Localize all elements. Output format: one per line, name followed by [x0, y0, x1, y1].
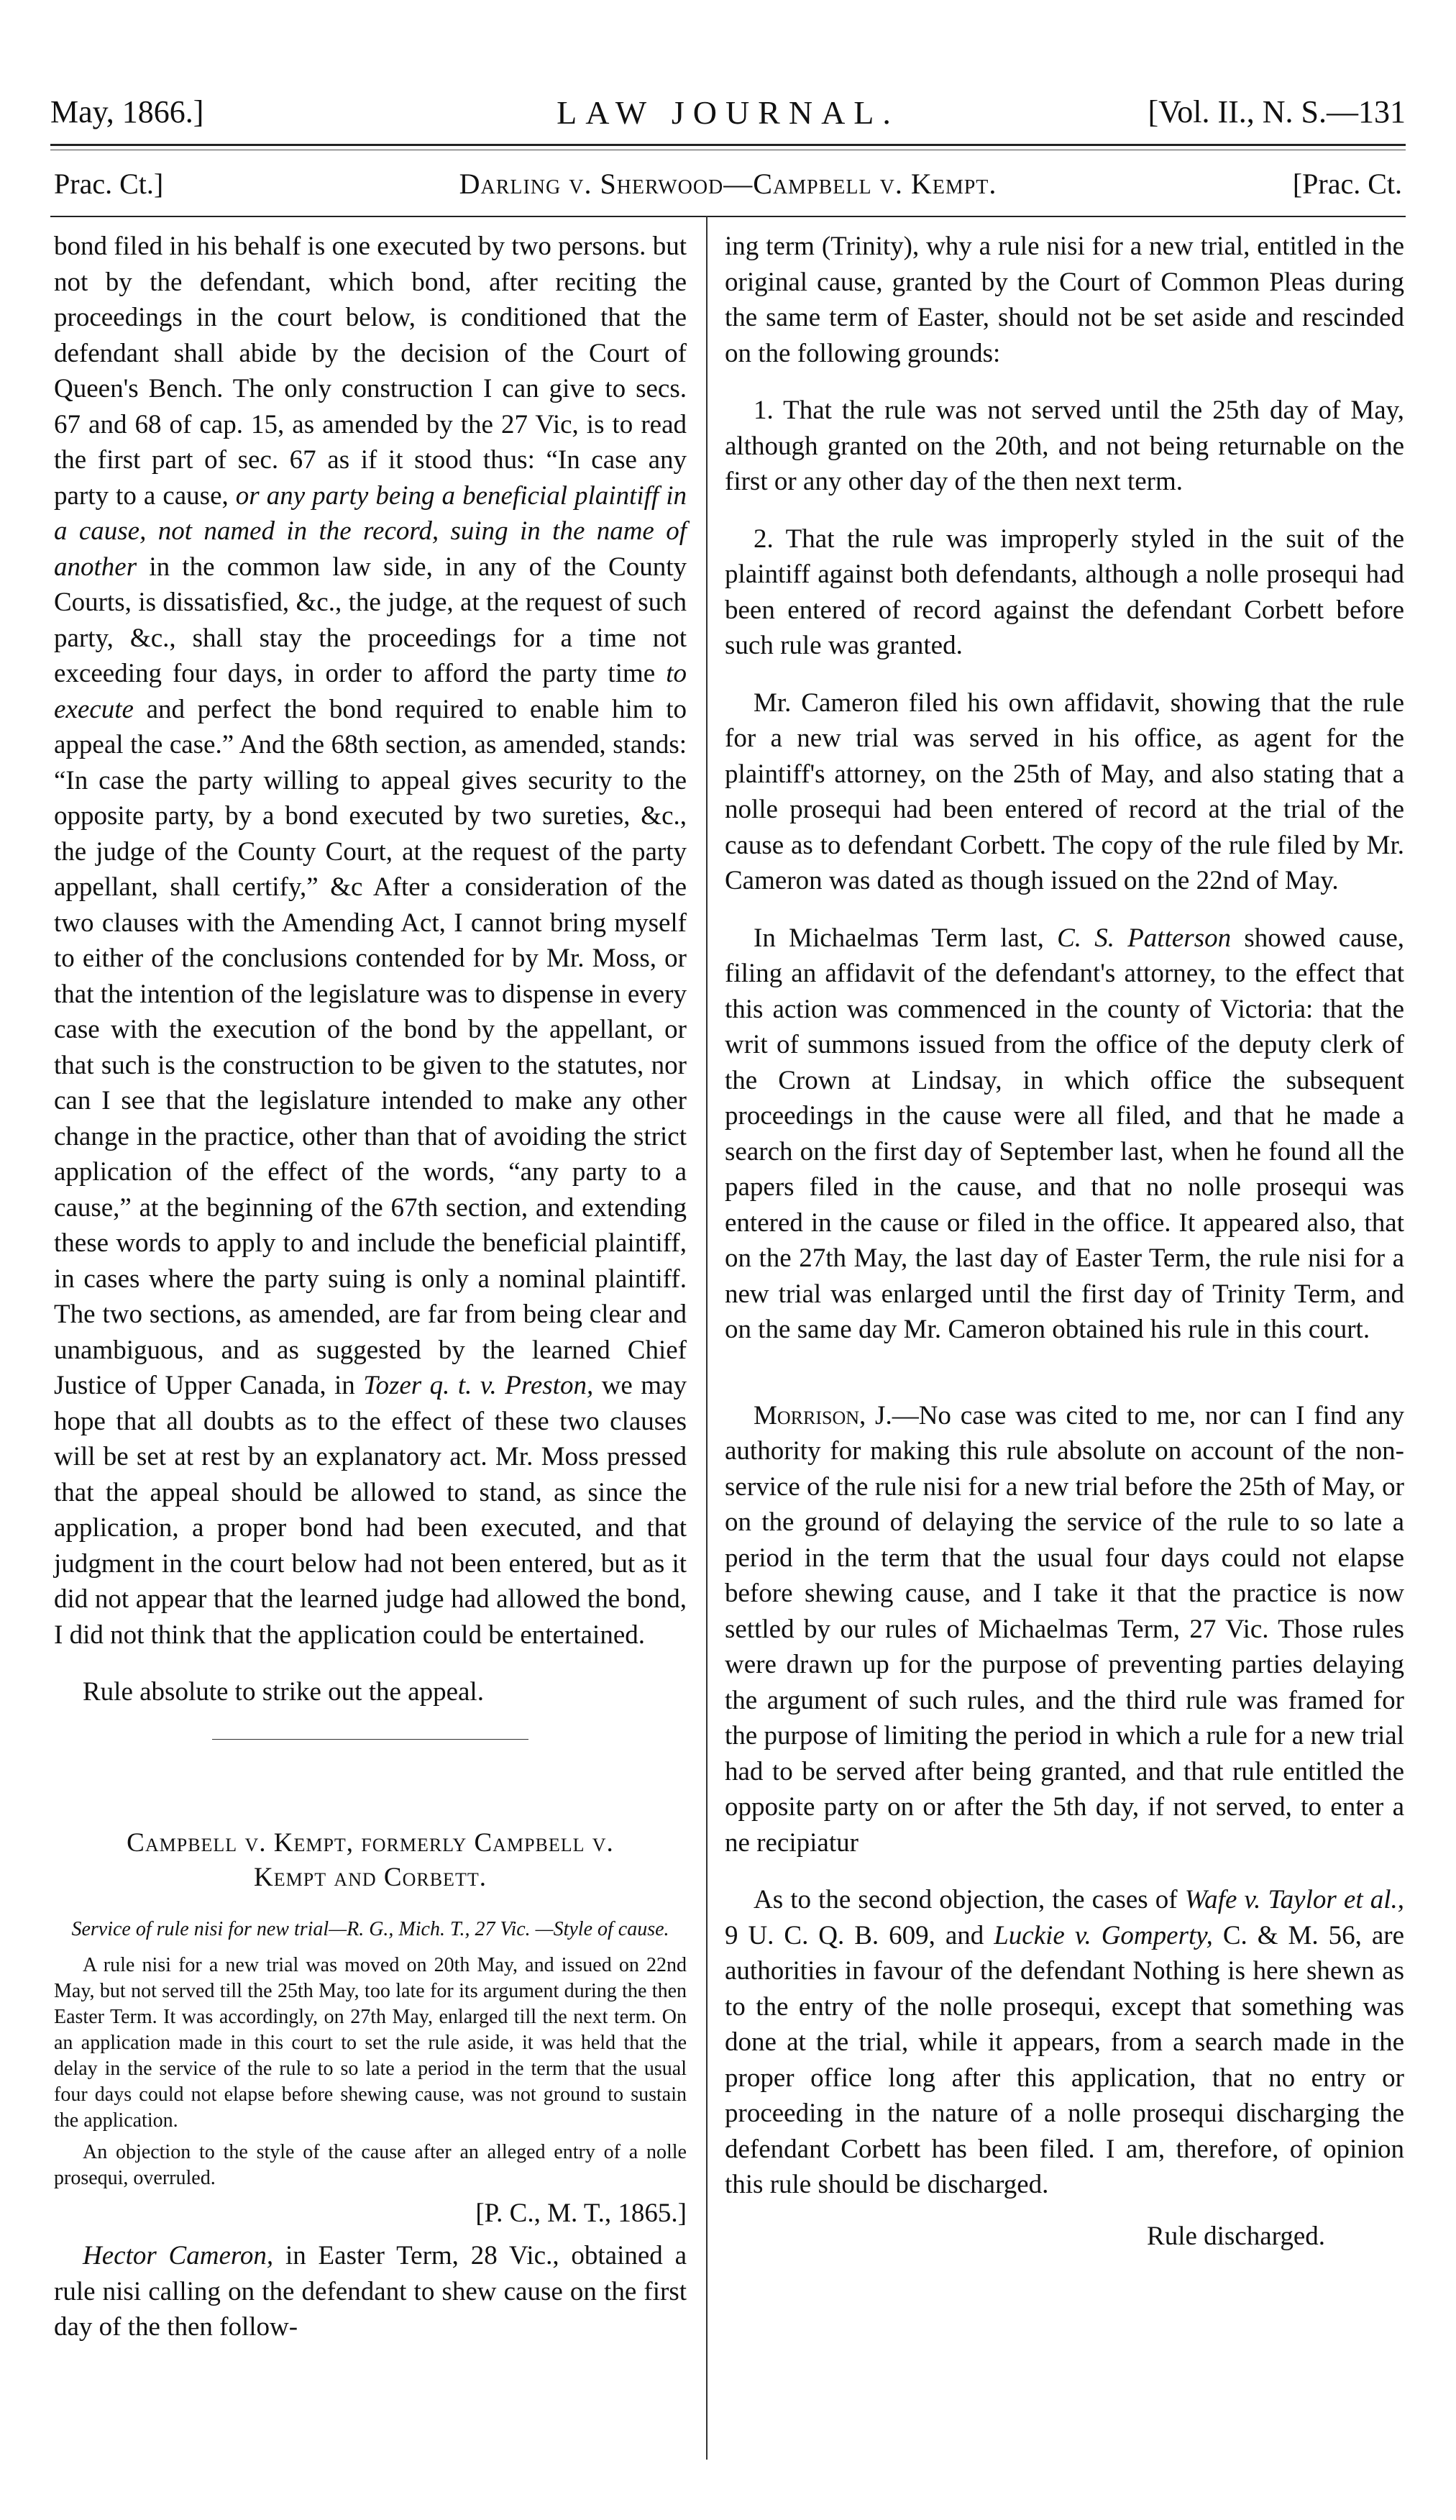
judgment: Morrison, J.—No case was cited to me, nor can I find any authority for making this rule absolute on account of the non-service of the rule nisi for a new trial before the 25th of May, or on the ground of delaying the service of the rule to so late a period in the term that the usual four days could not elapse before shewing cause, and I take it that the practice is now settled by our rules of Michaelmas Term, 27 Vic. Those rules were drawn up for the purpose of preventing parties delaying the argument of such rules, and the third rule was framed for the purpose of limiting the period in which a rule for a new trial had to be served after being granted, and that rule entitled the opposite party on or after the 5th day, if not served, to enter a ne recipiatur	[725, 1400, 1404, 1858]
running-head-volume: [Vol. II., N. S.—131	[1148, 94, 1406, 129]
headnote: Service of rule nisi for new trial—R. G., Mich. T., 27 Vic. —Style of cause.	[71, 1917, 669, 1940]
paragraph: Hector Cameron, in Easter Term, 28 Vic., obtained a rule nisi calling on the defendant to shew cause on the first day of the then follow-	[54, 2241, 687, 2342]
paragraph: bond filed in his behalf is one executed by two persons. but not by the defendant, which bond, after reciting the proceedings in the court below, is conditioned that the defendant shall abide by the decision of the Court of Queen's Bench. The only construction I can give to secs. 67 and 68 of cap. 15, as amended by the 27 Vic, is to read the first part of sec. 67 as if it stood thus: “In case any party to a cause, or any party being a beneficial plaintiff in a cause, not named in the record, suing in the name of another in the common law side, in any of the County Courts, is dissatisfied, &c., the judge, at the request of such party, &c., shall stay the proceedings for a time not exceeding four days, in order to afford the party time to execute and perfect the bond required to enable him to appeal the case.” And the 68th section, as amended, stands: “In case the party willing to appeal gives security to the opposite party, by a bond executed by two sureties, &c., the judge of the County Court, at the request of the party appellant, shall certify,” &c After a consideration of the two clauses with the Amending Act, I cannot bring myself to either of the conclusions contended for by Mr. Moss, or that the intention of the legislature was to dispense in every case with the execution of the bond by the appellant, or that such is the construction to be given to the statutes, nor can I see that the legislature intended to make any other change in the practice, other than that of avoiding the strict application of the effect of the words, “any party to a cause,” at the beginning of the 67th section, and extending these words to apply to and include the beneficial plaintiff, in cases where the party suing is only a nominal plaintiff. The two sections, as amended, are far from being clear and unambiguous, and as suggested by the learned Chief Justice of Upper Canada, in Tozer q. t. v. Preston, we may hope that all doubts as to the effect of these two clauses will be set at rest by an explanatory act. Mr. Moss pressed that the appeal should be allowed to stand, as since the application, a proper bond had been executed, and that judgment in the court below had not been entered, but as it did not appear that the learned judge had allowed the bond, I did not think that the application could be entertained.	[54, 232, 687, 1650]
section-divider	[212, 1739, 528, 1740]
column-divider	[706, 216, 708, 2460]
right-column	[725, 229, 1404, 2254]
case-title: Campbell v. Kempt, formerly Campbell v. Kempt and Corbett.	[127, 1827, 614, 1892]
paragraph: In Michaelmas Term last, C. S. Patterson showed cause, filing an affidavit of the defendant's attorney, to the effect that this action was commenced in the county of Victoria: that the writ of summons issued from the office of the deputy clerk of the Crown at Lindsay, in which office the subsequent proceedings in the cause were all filed, and that he made a search on the first day of September last, when he found all the papers filed in the cause, and that no nolle prosequi was entered in the cause or filed in the office. It appeared also, that on the 27th May, the last day of Easter Term, the rule nisi for a new trial was enlarged until the first day of Trinity Term, and on the same day Mr. Cameron obtained his rule in this court.	[725, 923, 1405, 1344]
ruling-right: Rule discharged.	[1147, 2221, 1325, 2251]
case-head-title: Darling v. Sherwood—Campbell v. Kempt.	[459, 168, 997, 200]
ground-2: 2. That the rule was improperly styled in the suit of the plaintiff against both defendants, although a nolle prosequi had been entered of record against the defendant Corbett before such rule was granted.	[725, 524, 1404, 660]
running-head-title: LAW JOURNAL.	[557, 94, 899, 131]
ground-1: 1. That the rule was not served until the 25th day of May, although granted on the 20th, and not being returnable on the first or any other day of the then next term.	[725, 396, 1404, 496]
syllabus: A rule nisi for a new trial was moved on 20th May, and issued on 22nd May, but not served till the 25th May, too late for its argument during the then Easter Term. It was accordingly, on 27th May, enlarged till the next term. On an application made in this court to set the rule aside, it was held that the delay in the service of the rule to so late a period in the term that the usual four days could not elapse before shewing cause, was not ground to sustain the application.	[54, 1953, 687, 2132]
header-rule	[50, 216, 1406, 217]
top-rule	[50, 144, 1406, 146]
paragraph: ing term (Trinity), why a rule nisi for a new trial, entitled in the original cause, granted by the Court of Common Pleas during the same term of Easter, should not be set aside and rescinded on the following grounds:	[725, 232, 1404, 368]
case-head-court-right: [Prac. Ct.	[1292, 168, 1402, 200]
case-head-court-left: Prac. Ct.]	[54, 168, 164, 200]
case-head	[54, 167, 1402, 210]
running-head-date: May, 1866.]	[50, 94, 204, 129]
paragraph: Mr. Cameron filed his own affidavit, showing that the rule for a new trial was served in his office, as agent for the plaintiff's attorney, on the 25th of May, and also stating that a nolle prosequi had been entered of record at the trial of the cause as to defendant Corbett. The copy of the rule filed by Mr. Cameron was dated as though issued on the 22nd of May.	[725, 688, 1404, 895]
syllabus-objection: An objection to the style of the cause after an alleged entry of a nolle prosequi, overruled.	[54, 2140, 687, 2189]
citation: [P. C., M. T., 1865.]	[475, 2198, 687, 2228]
running-head	[50, 93, 1406, 151]
left-column	[54, 229, 687, 2345]
paragraph: As to the second objection, the cases of Wafe v. Taylor et al., 9 U. C. Q. B. 609, and Luckie v. Gomperty, C. & M. 56, are authorities in favour of the defendant Nothing is here shewn as to the entry of the nolle prosequi, except that something was done at the trial, while it appears, from a search made in the proper office long after this application, that no entry or proceeding in the nature of a nolle prosequi discharging the defendant Corbett has been filed. I am, therefore, of opinion this rule should be discharged.	[725, 1885, 1404, 2199]
ruling-left: Rule absolute to strike out the appeal.	[83, 1677, 484, 1707]
